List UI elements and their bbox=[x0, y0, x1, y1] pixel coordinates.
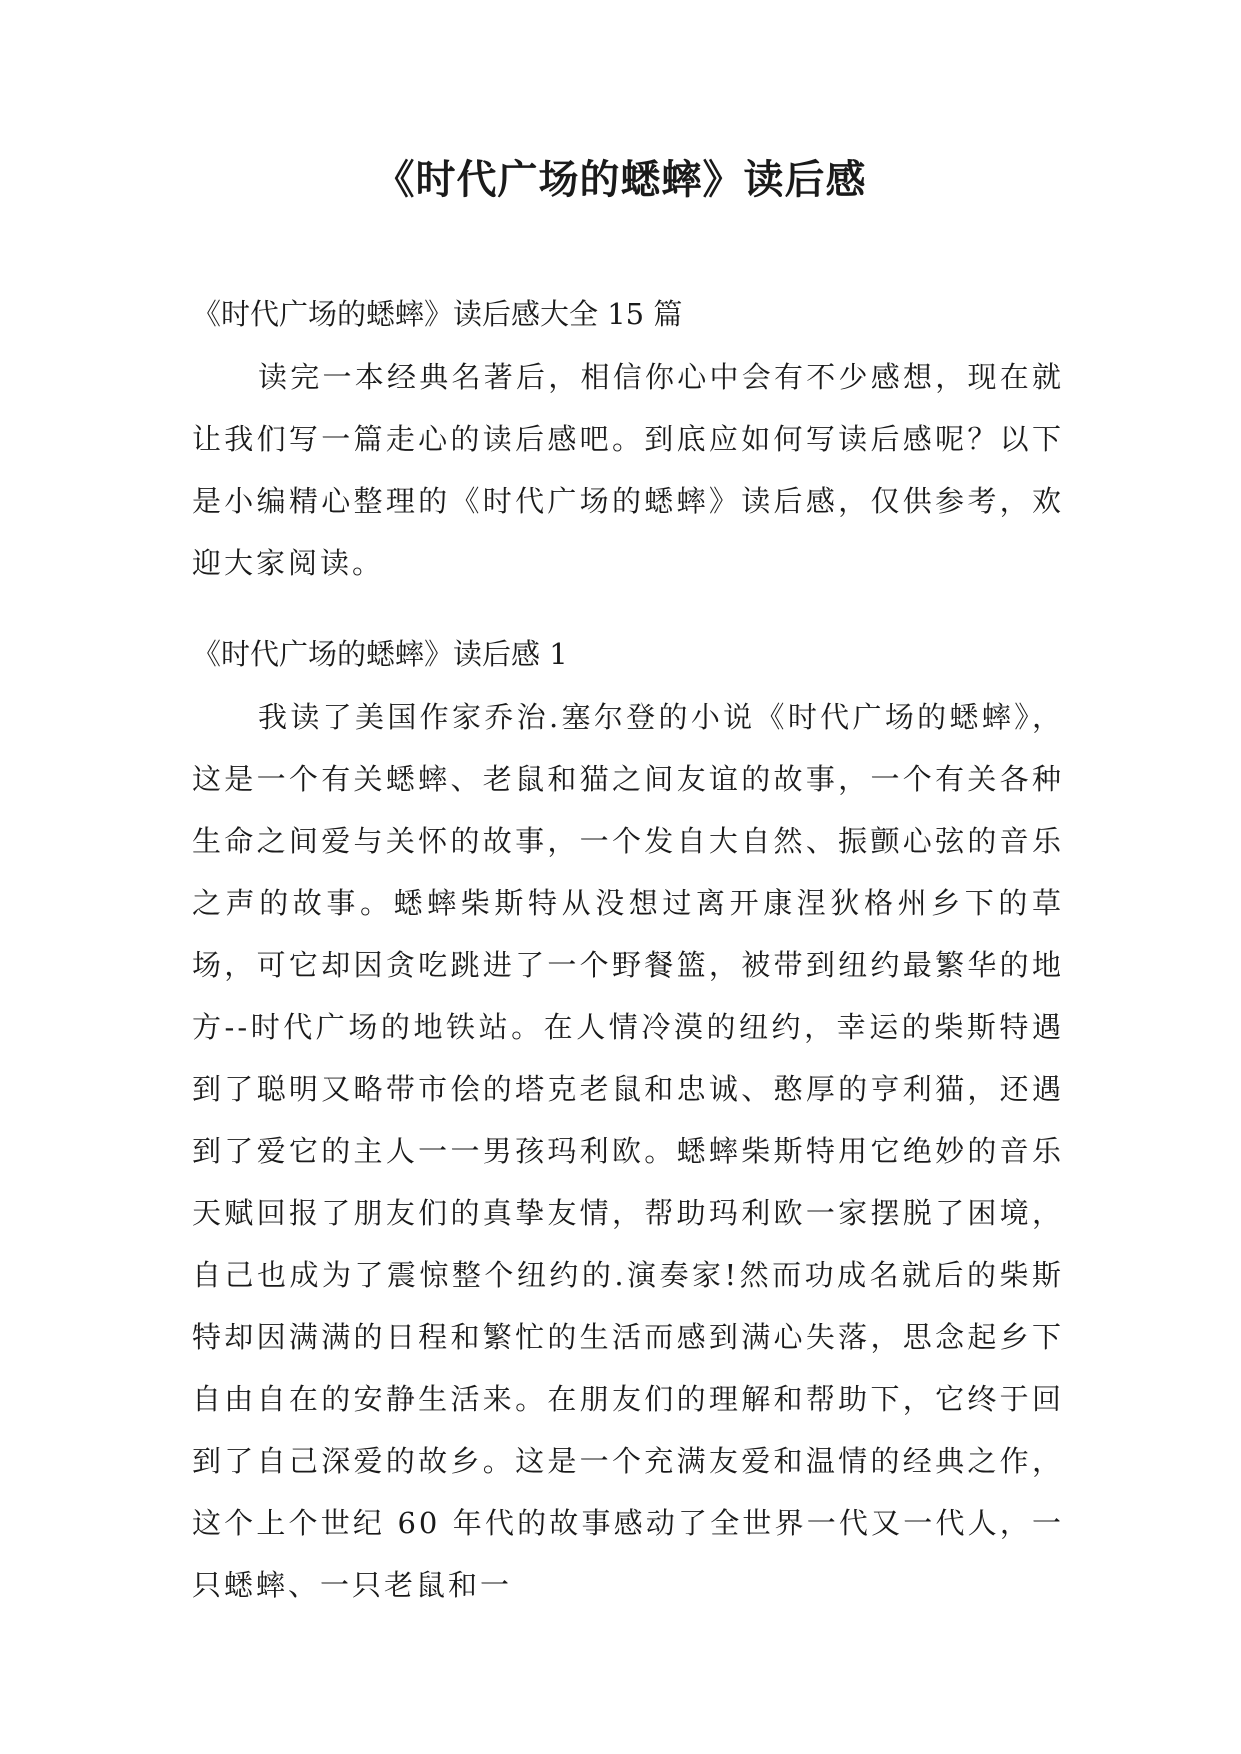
document-title: 《时代广场的蟋蟀》读后感 bbox=[374, 156, 867, 203]
intro-paragraph: 读完一本经典名著后，相信你心中会有不少感想，现在就让我们写一篇走心的读后感吧。到底应如何写读后感呢？以下是小编精心整理的《时代广场的蟋蟀》读后感，仅供参考，欢迎大家阅读。 bbox=[192, 360, 1064, 580]
section-heading: 《时代广场的蟋蟀》读后感 1 bbox=[192, 637, 568, 671]
document-subtitle: 《时代广场的蟋蟀》读后感大全 15 篇 bbox=[192, 297, 683, 331]
section-body-paragraph: 我读了美国作家乔治.塞尔登的小说《时代广场的蟋蟀》，这是一个有关蟋蟀、老鼠和猫之间友谊的故事，一个有关各种生命之间爱与关怀的故事，一个发自大自然、振颤心弦的音乐之声的故事。蟋蟀柴斯特从没想过离开康涅狄格州乡下的草场，可它却因贪吃跳进了一个野餐篮，被带到纽约最繁华的地方--时代广场的地铁站。在人情冷漠的纽约，幸运的柴斯特遇到了聪明又略带市侩的塔克老鼠和忠诚、憨厚的亨利猫，还遇到了爱它的主人一一男孩玛利欧。蟋蟀柴斯特用它绝妙的音乐天赋回报了朋友们的真挚友情，帮助玛利欧一家摆脱了困境，自己也成为了震惊整个纽约的.演奏家!然而功成名就后的柴斯特却因满满的日程和繁忙的生活而感到满心失落，思念起乡下自由自在的安静生活来。在朋友们的理解和帮助下，它终于回到了自己深爱的故乡。这是一个充满友爱和温情的经典之作，这个上个世纪 60 年代的故事感动了全世界一代又一代人，一只蟋蟀、一只老鼠和一 bbox=[192, 700, 1064, 1602]
